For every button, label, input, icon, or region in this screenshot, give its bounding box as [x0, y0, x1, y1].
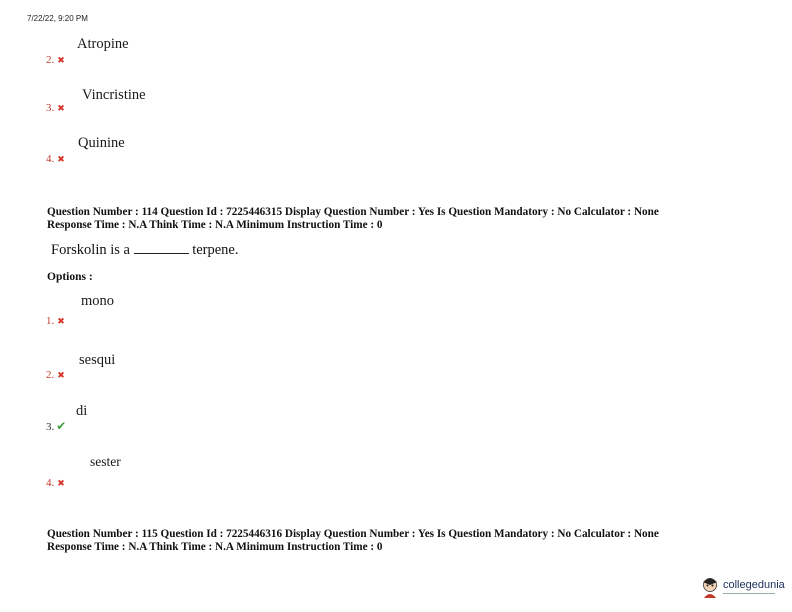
wrong-answer-icon: ✖ — [57, 155, 65, 165]
question-115-meta-line1: Question Number : 115 Question Id : 7225446316 Display Question Number : Yes Is Question Mandatory : No Calculator : None — [47, 528, 659, 540]
question-115-meta-line2: Response Time : N.A Think Time : N.A Minimum Instruction Time : 0 — [47, 541, 383, 553]
watermark-brand-name: collegedunia — [723, 579, 785, 591]
option-text-2: sesqui — [79, 352, 116, 368]
prev-option-text-4: Quinine — [78, 135, 125, 151]
watermark-tagline-illegible — [723, 592, 775, 595]
correct-answer-check-icon: ✔ — [56, 419, 67, 433]
prev-option-number-2: 2. ✖ — [46, 54, 65, 66]
option-text-3: di — [76, 403, 88, 419]
question-115-meta — [47, 528, 659, 554]
wrong-answer-icon: ✖ — [57, 479, 65, 489]
wrong-answer-icon: ✖ — [57, 56, 65, 66]
question-114-meta-line2: Response Time : N.A Think Time : N.A Minimum Instruction Time : 0 — [47, 219, 383, 231]
option-text-1: mono — [81, 293, 115, 309]
fill-in-blank — [134, 242, 189, 254]
question-114-meta-line1: Question Number : 114 Question Id : 7225446315 Display Question Number : Yes Is Question Mandatory : No Calculator : None — [47, 206, 659, 218]
option-number-1: 1. ✖ — [46, 315, 65, 327]
wrong-answer-icon: ✖ — [57, 371, 65, 381]
question-114-stem: Forskolin is a terpene. — [51, 242, 239, 258]
question-114-meta — [47, 206, 659, 232]
print-timestamp: 7/22/22, 9:20 PM — [27, 14, 88, 23]
watermark-tagline — [723, 592, 785, 596]
collegedunia-mascot-icon — [700, 577, 720, 599]
prev-option-text-2: Atropine — [77, 36, 129, 52]
option-number-3: 3. ✔ — [46, 419, 67, 433]
collegedunia-logo — [700, 577, 785, 599]
prev-option-number-4: 4. ✖ — [46, 153, 65, 165]
option-number-2: 2. ✖ — [46, 369, 65, 381]
wrong-answer-icon: ✖ — [57, 317, 65, 327]
wrong-answer-icon: ✖ — [57, 104, 65, 114]
option-number-4: 4. ✖ — [46, 477, 65, 489]
option-text-4: sester — [90, 454, 121, 469]
prev-option-number-3: 3. ✖ — [46, 102, 65, 114]
options-label: Options : — [47, 271, 93, 283]
prev-option-text-3: Vincristine — [82, 87, 146, 103]
